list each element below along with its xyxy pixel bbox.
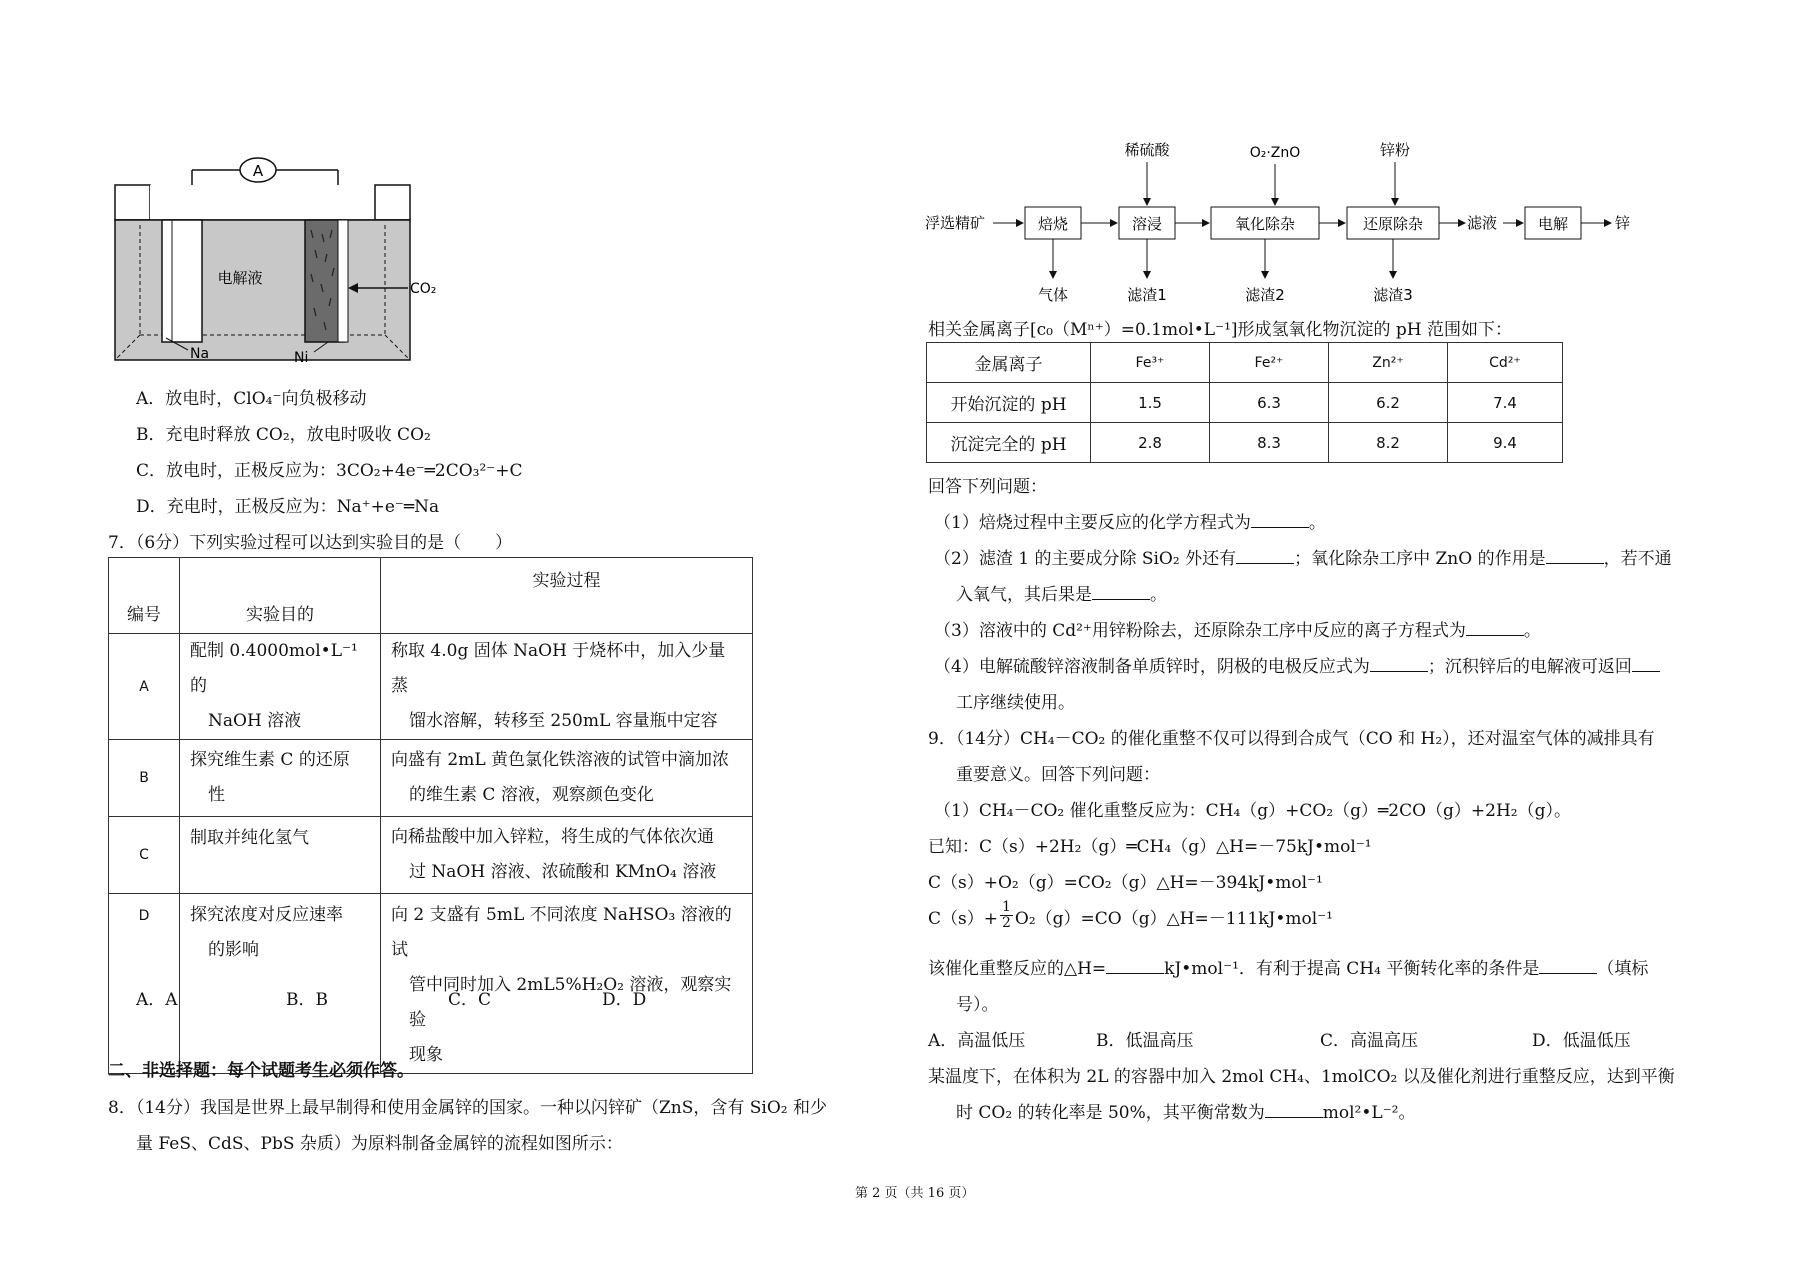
q9-delta-h: [928, 954, 1648, 979]
ammeter-label: A: [252, 162, 264, 180]
q7-stem: 7．（6分）下列实验过程可以达到实验目的是（ ）: [108, 533, 513, 553]
q7-option-d: D．D: [602, 990, 647, 1010]
q9-known-3: [928, 899, 1333, 935]
flow-output-gas: 气体: [1037, 286, 1069, 304]
q8-sub-4: [934, 652, 1660, 677]
q8-sub-2-text-a: （2）滤渣 1 的主要成分除 SiO₂ 外还有: [934, 549, 1237, 569]
electrochemical-cell-diagram: [110, 150, 470, 365]
flow-box-leach-label: 溶浸: [1131, 215, 1163, 233]
section-heading: 二、非选择题：每个试题考生必须作答。: [108, 1061, 414, 1081]
q9-stem-1: 9．（14分）CH₄－CO₂ 的催化重整不仅可以得到合成气（CO 和 H₂），还对温室气体的减排具有: [928, 729, 1655, 749]
q6-option-b: B．充电时释放 CO₂，放电时吸收 CO₂: [136, 425, 431, 445]
ph-header-zn2: Zn²⁺: [1329, 343, 1448, 383]
q9-equilibrium-1: 某温度下，在体积为 2L 的容器中加入 2mol CH₄、1molCO₂ 以及催化剂进行重整反应，达到平衡: [928, 1067, 1675, 1087]
q7-row-a-process: 称取 4.0g 固体 NaOH 于烧杯中，加入少量蒸: [391, 641, 726, 696]
q8-sub-1-text: （1）焙烧过程中主要反应的化学方程式为: [934, 513, 1251, 533]
q8-sub-2-text-d: 入氧气，其后果是: [956, 585, 1092, 605]
ph-cell: 9.4: [1448, 423, 1563, 463]
q7-row-b-num: B: [109, 740, 180, 817]
q7-row-d-process-2: 管中同时加入 2mL5%H₂O₂ 溶液，观察实验: [409, 975, 732, 1030]
q8-stem-1: 8．（14分）我国是世界上最早制得和使用金属锌的国家。一种以闪锌矿（ZnS，含有 SiO₂ 和少: [108, 1098, 827, 1118]
q6-option-c: C．放电时，正极反应为：3CO₂+4e⁻═2CO₃²⁻+C: [136, 461, 523, 481]
ph-table: [926, 342, 1563, 463]
q8-sub-2-text-c: ，若不通: [1603, 549, 1672, 569]
q8-sub-4-cont: 工序继续使用。: [956, 693, 1075, 713]
flow-box-reduction-label: 还原除杂: [1362, 215, 1424, 233]
co2-label: CO₂: [410, 281, 437, 297]
q9-stem-2: 重要意义。回答下列问题：: [956, 765, 1160, 785]
q7-row-a-num: A: [109, 634, 180, 740]
flow-input-acid: 稀硫酸: [1124, 141, 1170, 159]
q9-equilibrium-text-b: 时 CO₂ 的转化率是 50%，其平衡常数为: [956, 1103, 1265, 1123]
table-row: [109, 740, 753, 817]
q7-header-process: 实验过程: [381, 558, 753, 634]
answer-blank[interactable]: [1539, 959, 1597, 974]
ph-cell: 8.2: [1329, 423, 1448, 463]
flow-output-residue-1: 滤渣1: [1127, 286, 1167, 304]
q9-equilibrium-2: [956, 1098, 1415, 1123]
table-row: [927, 383, 1563, 423]
flow-end: 锌: [1615, 214, 1631, 232]
q8-sub-3: [934, 616, 1541, 641]
table-row: [109, 894, 753, 1074]
answer-blank[interactable]: [1466, 621, 1524, 636]
q7-row-a-purpose-2: NaOH 溶液: [208, 711, 302, 731]
flow-box-roast-label: 焙烧: [1037, 215, 1069, 233]
q9-delta-h-text-b: kJ•mol⁻¹．有利于提高 CH₄ 平衡转化率的条件是: [1164, 959, 1540, 979]
q9-delta-h-text-a: 该催化重整反应的△H=: [928, 959, 1107, 979]
q9-delta-h-text-c: （填标: [1597, 959, 1649, 979]
table-row: [109, 634, 753, 740]
q8-stem-2: 量 FeS、CdS、PbS 杂质）为原料制备金属锌的流程如图所示：: [136, 1134, 623, 1154]
q8-sub-3-end: 。: [1523, 621, 1541, 641]
na-label: Na: [190, 346, 210, 362]
q9-equilibrium-text-c: mol²•L⁻²。: [1322, 1103, 1416, 1123]
q9-delta-h-cont: 号）。: [956, 995, 999, 1015]
q7-row-b-process-2: 的维生素 C 溶液，观察颜色变化: [409, 785, 654, 805]
q7-row-c-process: 向稀盐酸中加入锌粒，将生成的气体依次通: [391, 827, 714, 847]
q9-known-2: C（s）+O₂（g）=CO₂（g）△H=－394kJ•mol⁻¹: [928, 873, 1323, 893]
q8-sub-4-text-a: （4）电解硫酸锌溶液制备单质锌时，阴极的电极反应式为: [934, 657, 1370, 677]
q9-known-3-text-b: O₂（g）=CO（g）△H=－111kJ•mol⁻¹: [1014, 909, 1333, 929]
zinc-process-flowchart: [925, 138, 1645, 308]
sodium-electrode: [162, 220, 202, 342]
fraction-numerator: 1: [1001, 899, 1011, 915]
q7-row-a-process-2: 馏水溶解，转移至 250mL 容量瓶中定容: [409, 711, 718, 731]
q7-row-d-process-3: 现象: [409, 1045, 443, 1065]
q7-row-c-num: C: [109, 817, 180, 894]
q8-sub-3-text: （3）溶液中的 Cd²⁺用锌粉除去，还原除杂工序中反应的离子方程式为: [934, 621, 1466, 641]
q7-row-b-process: 向盛有 2mL 黄色氯化铁溶液的试管中滴加浓: [391, 750, 730, 770]
q7-header-row: [109, 558, 753, 634]
q8-sub-2-cont: [956, 580, 1167, 605]
ph-header-fe3: Fe³⁺: [1091, 343, 1210, 383]
ph-cell: 6.2: [1329, 383, 1448, 423]
answer-blank[interactable]: [1106, 959, 1164, 974]
flow-output-residue-3: 滤渣3: [1373, 286, 1413, 304]
electrolyte-region: [115, 220, 410, 360]
q8-sub-1: [934, 508, 1326, 533]
ph-header-fe2: Fe²⁺: [1210, 343, 1329, 383]
q7-table: [108, 557, 753, 1074]
q7-option-a: A．A: [136, 990, 178, 1010]
q6-option-d: D．充电时，正极反应为：Na⁺+e⁻═Na: [136, 497, 440, 517]
answer-blank[interactable]: [1370, 657, 1428, 672]
answer-blank[interactable]: [1251, 513, 1309, 528]
q9-option-c: C．高温高压: [1320, 1031, 1419, 1051]
q7-row-b-purpose-2: 性: [208, 785, 225, 805]
flow-box-oxidation-label: 氧化除杂: [1234, 215, 1296, 233]
q9-option-a: A．高温低压: [928, 1031, 1026, 1051]
ph-cell: 8.3: [1210, 423, 1329, 463]
q8-sub-2-text-b: ；氧化除杂工序中 ZnO 的作用是: [1294, 549, 1546, 569]
q7-row-c-purpose: 制取并纯化氢气: [190, 828, 309, 848]
q7-row-d-purpose-2: 的影响: [208, 940, 259, 960]
q9-known-3-text-a: C（s）+: [928, 909, 998, 929]
q9-option-b: B．低温高压: [1096, 1031, 1194, 1051]
answer-blank[interactable]: [1632, 657, 1660, 672]
electrolyte-label: 电解液: [217, 269, 263, 287]
ni-label: Ni: [294, 350, 309, 365]
q8-sub-2: [934, 544, 1672, 569]
answer-blank[interactable]: [1265, 1103, 1323, 1118]
flow-box-electrolysis-label: 电解: [1537, 215, 1569, 233]
ph-row-start-label: 开始沉淀的 pH: [927, 383, 1091, 423]
ph-table-caption: 相关金属离子[c₀（Mⁿ⁺）=0.1mol•L⁻¹]形成氢氧化物沉淀的 pH 范围如下：: [928, 320, 1513, 340]
q7-option-b: B．B: [286, 990, 328, 1010]
q6-option-a: A．放电时，ClO₄⁻向负极移动: [136, 389, 367, 409]
answer-blank[interactable]: [1092, 585, 1150, 600]
q7-header-num: 编号: [109, 558, 180, 634]
q7-row-d-process: 向 2 支盛有 5mL 不同浓度 NaHSO₃ 溶液的试: [391, 905, 732, 960]
q7-row-b-purpose: 探究维生素 C 的还原: [190, 750, 350, 770]
q7-header-purpose: 实验目的: [180, 558, 381, 634]
ph-header-cd2: Cd²⁺: [1448, 343, 1563, 383]
flow-output-residue-2: 滤渣2: [1245, 286, 1285, 304]
fraction-half: [1000, 900, 1013, 931]
q7-option-c: C．C: [448, 990, 492, 1010]
q8-sub-4-text-b: ；沉积锌后的电解液可返回: [1427, 657, 1632, 677]
ph-cell: 7.4: [1448, 383, 1563, 423]
ph-table-header-row: [927, 343, 1563, 383]
flow-start: 浮选精矿: [925, 214, 986, 232]
q7-row-c-process-2: 过 NaOH 溶液、浓硫酸和 KMnO₄ 溶液: [409, 862, 717, 882]
table-row: [109, 817, 753, 894]
ph-header-ion: 金属离子: [927, 343, 1091, 383]
q8-sub-1-end: 。: [1308, 513, 1326, 533]
flow-input-zinc-powder: 锌粉: [1379, 141, 1411, 159]
page-footer: 第 2 页（共 16 页）: [855, 1186, 975, 1201]
ph-cell: 2.8: [1091, 423, 1210, 463]
q7-row-d-purpose: 探究浓度对反应速率: [190, 905, 343, 925]
flow-filtrate: 滤液: [1467, 214, 1498, 232]
q9-known-1: 已知：C（s）+2H₂（g）═CH₄（g）△H=－75kJ•mol⁻¹: [928, 837, 1372, 857]
answer-blank[interactable]: [1236, 549, 1294, 564]
q8-sub-2-end: 。: [1150, 585, 1167, 605]
q7-row-a-purpose: 配制 0.4000mol•L⁻¹的: [190, 641, 358, 696]
q9-sub-1: （1）CH₄－CO₂ 催化重整反应为：CH₄（g）+CO₂（g）═2CO（g）+2H₂（g）。: [934, 801, 1572, 821]
ph-cell: 1.5: [1091, 383, 1210, 423]
q9-option-d: D．低温低压: [1532, 1031, 1631, 1051]
answer-blank[interactable]: [1546, 549, 1604, 564]
q8-answer-intro: 回答下列问题：: [928, 477, 1047, 497]
flow-input-oxygen: O₂·ZnO: [1249, 145, 1301, 161]
ph-cell: 6.3: [1210, 383, 1329, 423]
q7-row-d-num: D: [109, 894, 180, 1074]
ph-row-complete-label: 沉淀完全的 pH: [927, 423, 1091, 463]
fraction-denominator: 2: [1001, 915, 1011, 931]
table-row: [927, 423, 1563, 463]
